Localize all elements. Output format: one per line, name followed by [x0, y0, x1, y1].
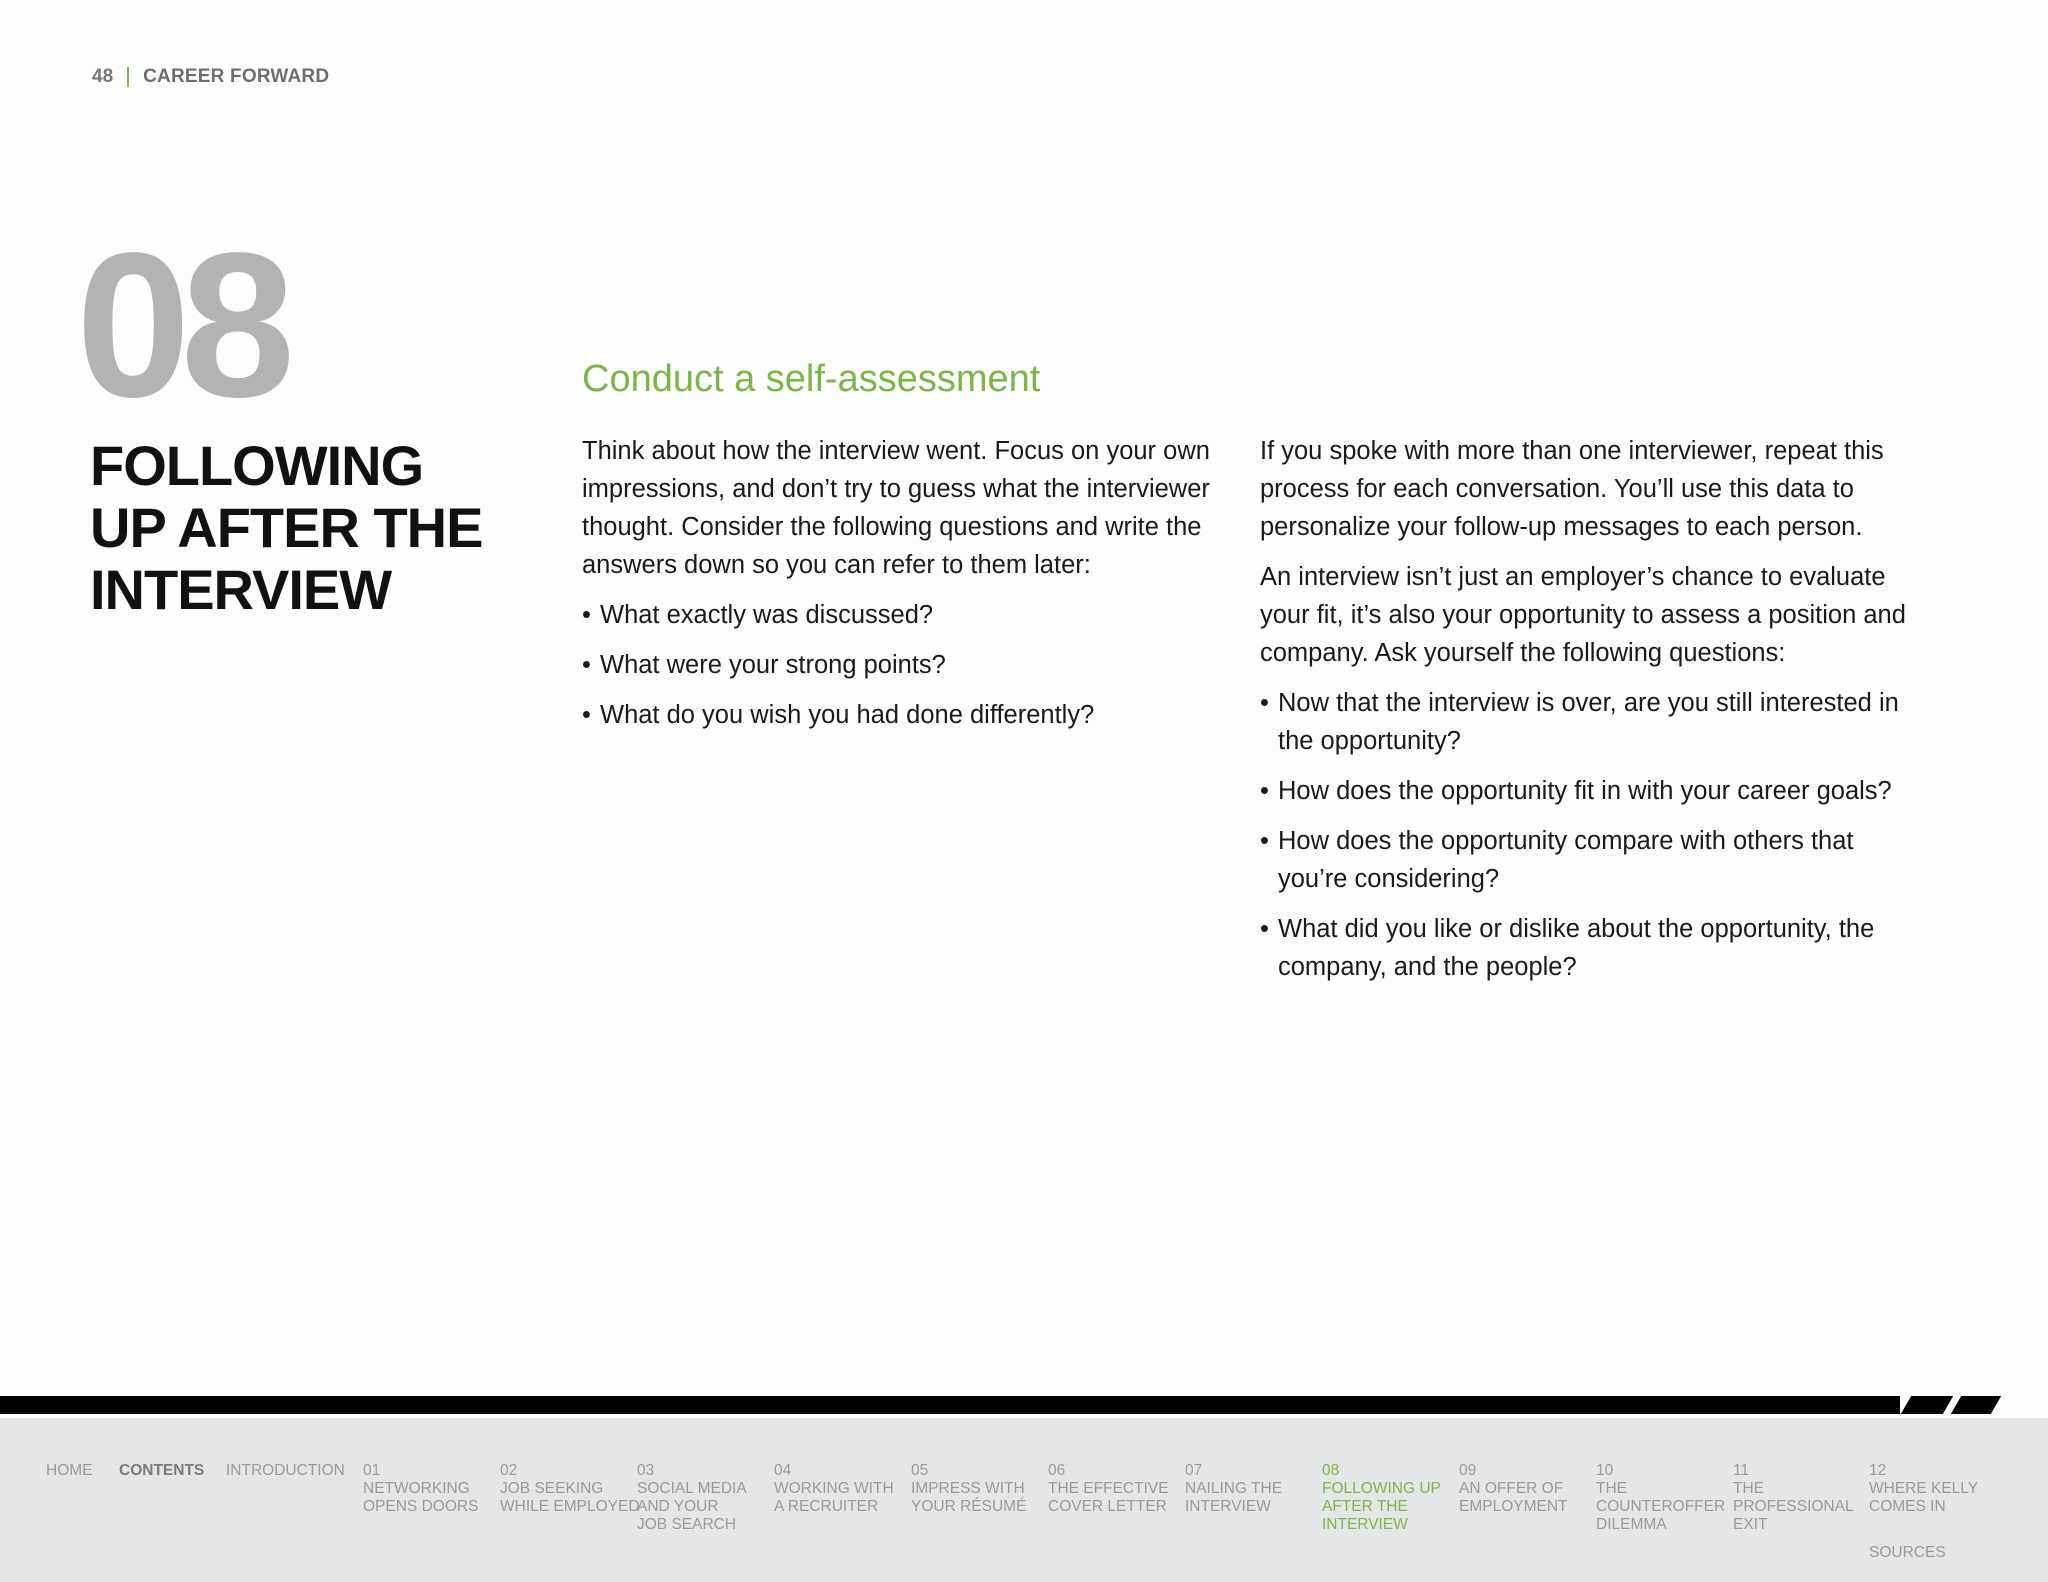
nav-chapter-label: NETWORKING [363, 1480, 470, 1497]
nav-chapter-label: THE [1733, 1480, 1764, 1497]
nav-chapter-03-link[interactable] [637, 1462, 747, 1534]
nav-chapter-label: WHERE KELLY [1869, 1480, 1979, 1497]
list-item-text: Now that the interview is over, are you still interested in the opportunity? [1278, 689, 1899, 755]
nav-chapter-12-link[interactable] [1869, 1462, 1978, 1516]
list-item [582, 696, 1222, 734]
list-item [582, 596, 1222, 634]
footer-bar-tab [1951, 1396, 2001, 1414]
nav-chapter-label: PROFESSIONAL [1733, 1498, 1854, 1515]
nav-chapter-10-link[interactable] [1596, 1462, 1725, 1534]
question-list [582, 596, 1222, 734]
list-item-text: What do you wish you had done differently? [600, 701, 1095, 729]
list-item-text: What exactly was discussed? [600, 601, 934, 629]
chapter-title-line: FOLLOWING [90, 434, 424, 497]
nav-chapter-label: COVER LETTER [1048, 1498, 1167, 1515]
list-item-text: How does the opportunity fit in with your career goals? [1278, 777, 1892, 805]
list-item-text: How does the opportunity compare with others that you’re considering? [1278, 827, 1854, 893]
bullet-icon: • [1260, 827, 1269, 855]
bullet-icon: • [582, 701, 591, 729]
nav-chapter-number: 05 [911, 1462, 929, 1479]
nav-sources-link[interactable]: SOURCES [1869, 1544, 1946, 1561]
nav-chapter-label: AN OFFER OF [1459, 1480, 1564, 1497]
nav-chapter-number: 06 [1048, 1462, 1066, 1479]
nav-chapter-08-link[interactable] [1322, 1462, 1441, 1534]
nav-chapter-label: FOLLOWING UP [1322, 1480, 1441, 1497]
list-item [1260, 910, 1920, 986]
list-item [582, 646, 1222, 684]
chapter-number: 08 [76, 210, 286, 440]
body-paragraph: An interview isn’t just an employer’s chance to evaluate your fit, it’s also your opportunity to assess a position and company. Ask yourself the following questions: [1260, 563, 1906, 667]
nav-chapter-number: 09 [1459, 1462, 1477, 1479]
bullet-icon: • [582, 601, 591, 629]
nav-chapter-label: JOB SEARCH [637, 1516, 737, 1533]
page-number: 48 [92, 66, 114, 87]
nav-chapter-label: INTERVIEW [1185, 1498, 1271, 1515]
nav-chapter-number: 11 [1733, 1462, 1750, 1479]
list-item-text: What did you like or dislike about the opportunity, the company, and the people? [1278, 915, 1875, 981]
nav-chapter-label: EXIT [1733, 1516, 1768, 1533]
nav-chapter-label: YOUR RÉSUMÉ [911, 1498, 1027, 1515]
nav-chapter-label: EMPLOYMENT [1459, 1498, 1568, 1515]
nav-chapter-label: A RECRUITER [774, 1498, 879, 1515]
nav-chapter-04-link[interactable] [774, 1462, 894, 1516]
nav-chapter-label: NAILING THE [1185, 1480, 1283, 1497]
nav-chapter-05-link[interactable] [911, 1462, 1026, 1516]
nav-chapter-label: AND YOUR [637, 1498, 719, 1515]
intro-paragraph: Think about how the interview went. Focus on your own impressions, and don’t try to guess what the interviewer thought. Consider the following questions and write the answers down so you can refer to them later: [582, 437, 1210, 579]
nav-contents-link[interactable]: CONTENTS [119, 1462, 205, 1479]
chapter-title [90, 435, 510, 621]
nav-chapter-number: 07 [1185, 1462, 1203, 1479]
nav-chapter-label: WHILE EMPLOYED [500, 1498, 640, 1515]
left-column [582, 432, 1222, 746]
bullet-icon: • [1260, 915, 1269, 943]
nav-chapter-label: SOCIAL MEDIA [637, 1480, 747, 1497]
nav-chapter-label: THE EFFECTIVE [1048, 1480, 1169, 1497]
body-paragraph: If you spoke with more than one interviewer, repeat this process for each conversation. You’ll use this data to personalize your follow-up messages to each person. [1260, 437, 1884, 541]
section-heading: Conduct a self-assessment [582, 358, 1041, 400]
nav-chapter-number: 02 [500, 1462, 518, 1479]
list-item [1260, 684, 1920, 760]
nav-chapter-label: AFTER THE [1322, 1498, 1408, 1515]
bullet-icon: • [1260, 689, 1269, 717]
nav-chapter-label: IMPRESS WITH [911, 1480, 1025, 1497]
footer-divider-bar [0, 1396, 1900, 1414]
nav-chapter-number: 10 [1596, 1462, 1614, 1479]
list-item-text: What were your strong points? [600, 651, 946, 679]
nav-chapter-label: JOB SEEKING [500, 1480, 604, 1497]
nav-chapter-07-link[interactable] [1185, 1462, 1282, 1516]
nav-chapter-number: 12 [1869, 1462, 1887, 1479]
right-column [1260, 432, 1920, 998]
nav-chapter-01-link[interactable] [363, 1462, 478, 1516]
chapter-title-line: UP AFTER THE [90, 496, 483, 559]
nav-chapter-label: THE [1596, 1480, 1627, 1497]
nav-chapter-label: WORKING WITH [774, 1480, 894, 1497]
nav-chapter-number: 04 [774, 1462, 792, 1479]
nav-chapter-06-link[interactable] [1048, 1462, 1169, 1516]
nav-chapter-11-link[interactable] [1733, 1462, 1854, 1534]
question-list [1260, 684, 1920, 986]
list-item [1260, 822, 1920, 898]
header-divider [127, 67, 129, 87]
chapter-title-line: INTERVIEW [90, 558, 392, 621]
nav-chapter-02-link[interactable] [500, 1462, 640, 1516]
footer-bar-tab [1901, 1396, 1953, 1414]
nav-chapter-label: COMES IN [1869, 1498, 1946, 1515]
nav-chapter-number: 01 [363, 1462, 381, 1479]
list-item [1260, 772, 1920, 810]
nav-chapter-09-link[interactable] [1459, 1462, 1568, 1516]
bullet-icon: • [1260, 777, 1269, 805]
nav-chapter-number: 03 [637, 1462, 655, 1479]
nav-chapter-label: DILEMMA [1596, 1516, 1667, 1533]
nav-chapter-label: COUNTEROFFER [1596, 1498, 1726, 1515]
nav-chapter-number: 08 [1322, 1462, 1340, 1479]
nav-chapter-label: OPENS DOORS [363, 1498, 479, 1515]
nav-introduction-link[interactable]: INTRODUCTION [226, 1462, 345, 1479]
nav-chapter-label: INTERVIEW [1322, 1516, 1408, 1533]
nav-home-link[interactable]: HOME [46, 1462, 93, 1479]
chapter-navigation [0, 1418, 2048, 1582]
bullet-icon: • [582, 651, 591, 679]
publication-title: CAREER FORWARD [143, 66, 330, 87]
running-header [92, 66, 329, 88]
